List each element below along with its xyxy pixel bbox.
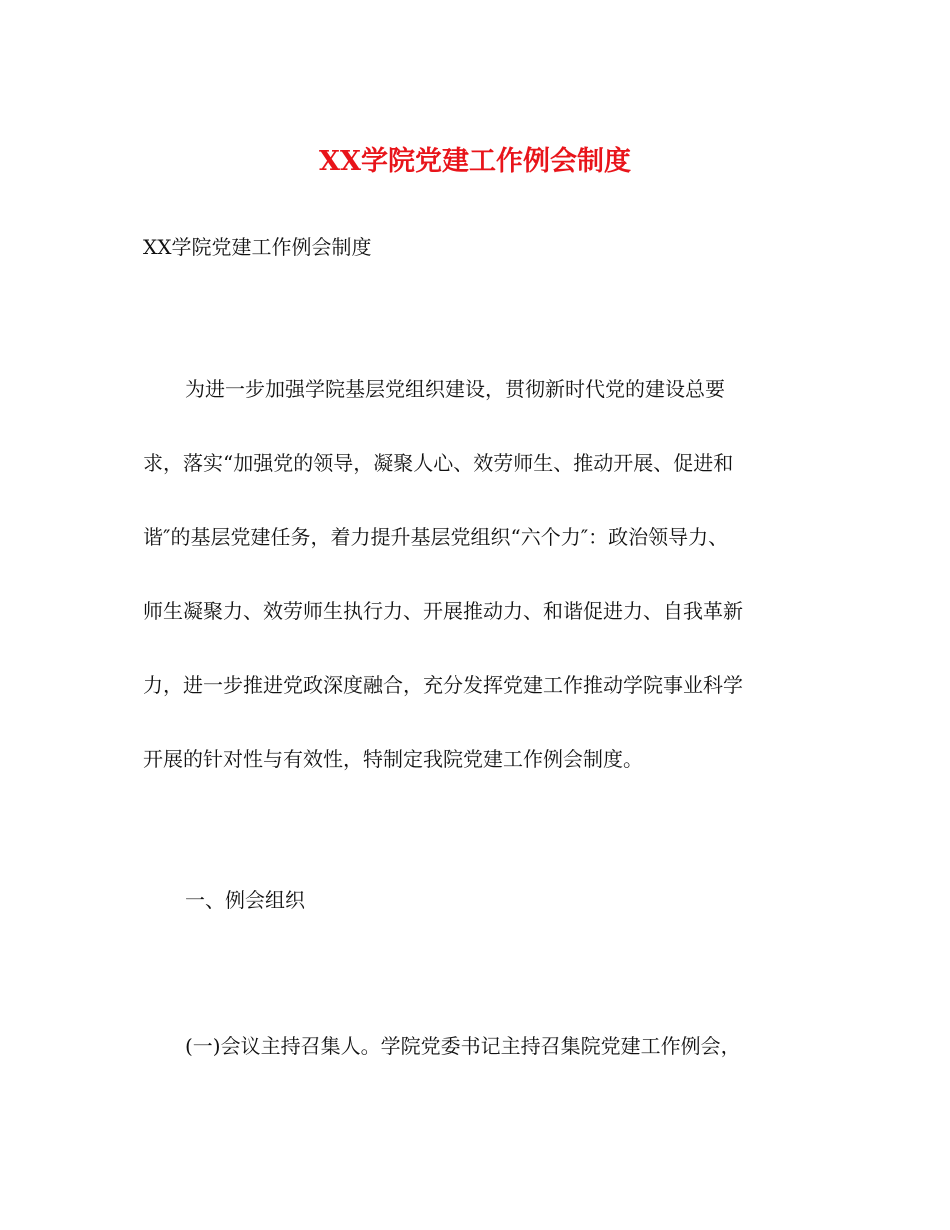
intro-line: 谐″的基层党建任务，着力提升基层党组织“六个力″：政治领导力、 (143, 525, 729, 549)
intro-line: 力，进一步推进党政深度融合，充分发挥党建工作推动学院事业科学 (143, 673, 743, 697)
intro-line: 开展的针对性与有效性，特制定我院党建工作例会制度。 (143, 747, 643, 771)
document-subtitle: XX学院党建工作例会制度 (143, 235, 372, 259)
intro-line: 师生凝聚力、效劳师生执行力、开展推动力、和谐促进力、自我革新 (143, 599, 743, 623)
document-title: XX学院党建工作例会制度 (319, 146, 631, 177)
section-item: (一)会议主持召集人。学院党委书记主持召集院党建工作例会， (185, 1034, 741, 1058)
intro-line: 求，落实“加强党的领导，凝聚人心、效劳师生、推动开展、促进和 (143, 451, 734, 475)
section-heading: 一、例会组织 (185, 888, 305, 912)
intro-paragraph (143, 367, 803, 811)
intro-line: 为进一步加强学院基层党组织建设，贯彻新时代党的建设总要 (185, 377, 725, 401)
